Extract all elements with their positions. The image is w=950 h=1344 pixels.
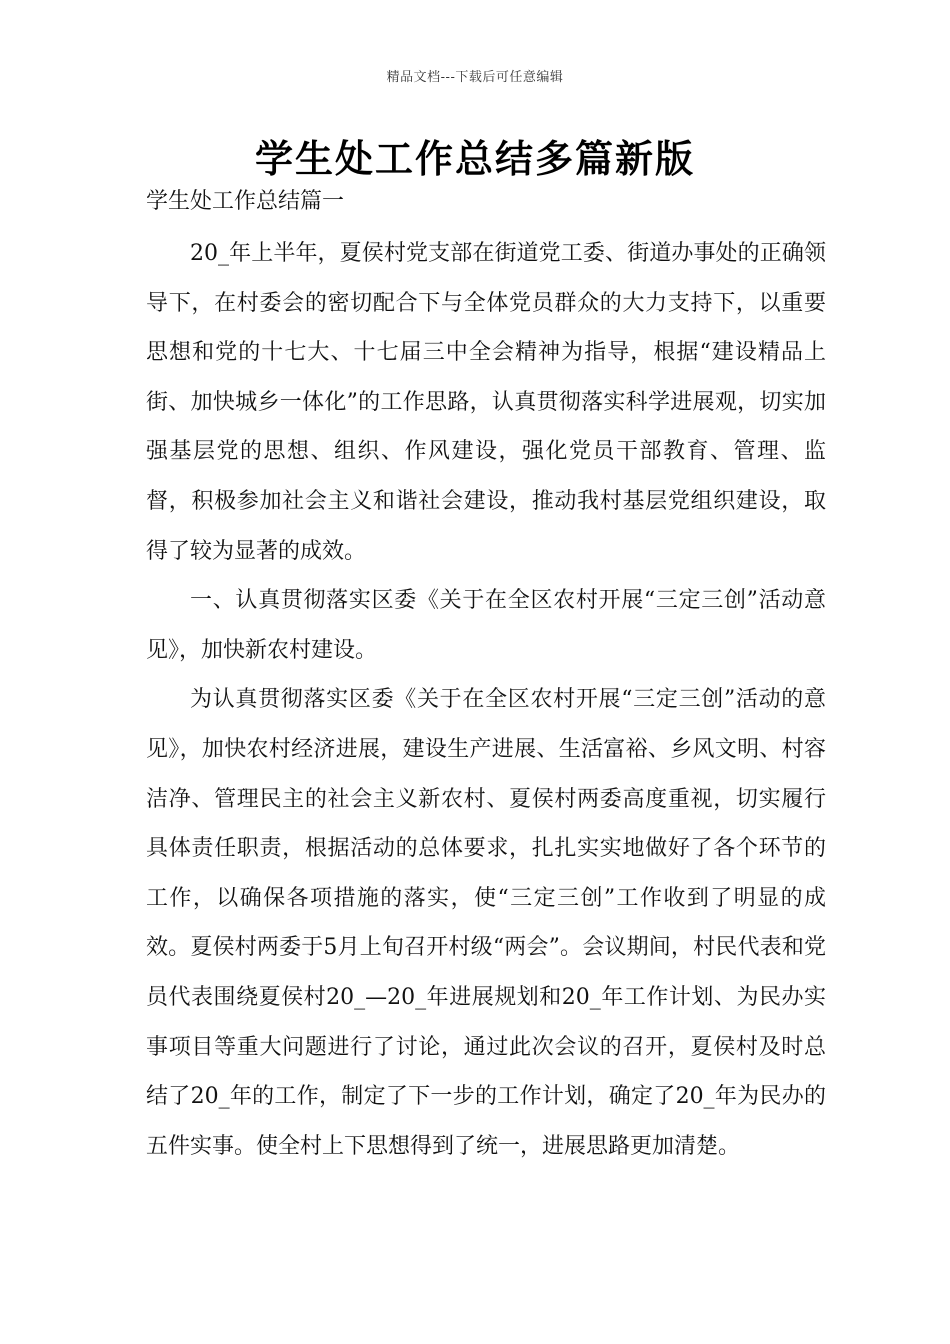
paragraph: 一、认真贯彻落实区委《关于在全区农村开展“三定三创”活动意见》，加快新农村建设。 xyxy=(146,588,826,663)
document-title: 学生处工作总结多篇新版 xyxy=(254,137,695,181)
body-text xyxy=(146,229,826,1171)
section-heading: 学生处工作总结篇一 xyxy=(146,189,345,214)
header-note: 精品文档---下载后可任意编辑 xyxy=(386,70,564,85)
paragraph: 为认真贯彻落实区委《关于在全区农村开展“三定三创”活动的意见》，加快农村经济进展，建设生产进展、生活富裕、乡风文明、村容洁净、管理民主的社会主义新农村、夏侯村两委高度重视，切实履行具体责任职责，根据活动的总体要求，扎扎实实地做好了各个环节的工作，以确保各项措施的落实，使“三定三创”工作收到了明显的成效。夏侯村两委于5月上旬召开村级“两会”。会议期间，村民代表和党员代表围绕夏侯村20_—20_年进展规划和20_年工作计划、为民办实事项目等重大问题进行了讨论，通过此次会议的召开，夏侯村及时总结了20_年的工作，制定了下一步的工作计划，确定了20_年为民办的五件实事。使全村上下思想得到了统一，进展思路更加清楚。 xyxy=(146,687,826,1159)
paragraph: 20_年上半年，夏侯村党支部在街道党工委、街道办事处的正确领导下，在村委会的密切配合下与全体党员群众的大力支持下，以重要思想和党的十七大、十七届三中全会精神为指导，根据“建设精品上街、加快城乡一体化”的工作思路，认真贯彻落实科学进展观，切实加强基层党的思想、组织、作风建设，强化党员干部教育、管理、监督，积极参加社会主义和谐社会建设，推动我村基层党组织建设，取得了较为显著的成效。 xyxy=(146,241,826,564)
